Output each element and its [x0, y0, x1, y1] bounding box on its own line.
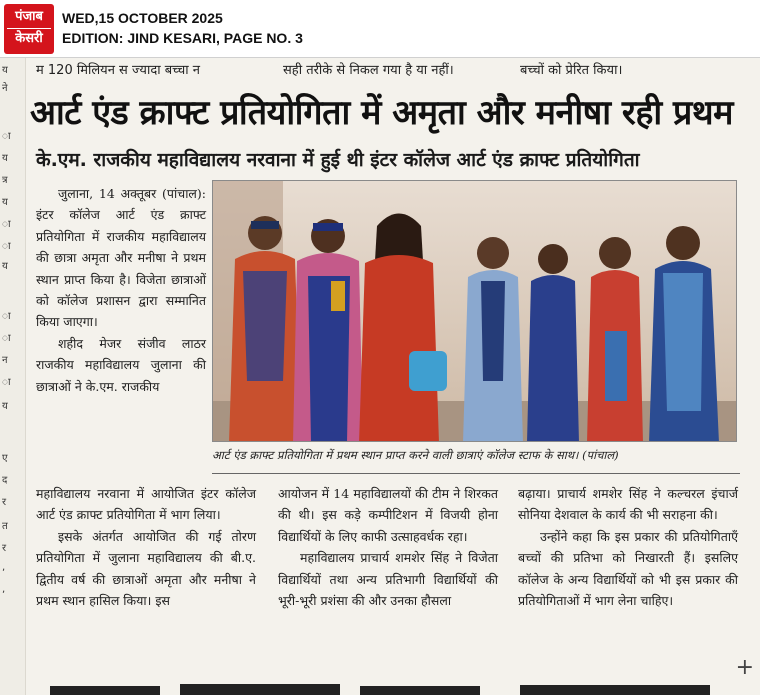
article-paragraph: आयोजन में 14 महाविद्यालयों की टीम ने शिरकत की थी। इस कड़े कम्पीटिशन में विजयी होना विद्यार्थियों के लिए काफी उत्साहवर्धक रहा।	[278, 486, 498, 544]
logo-line2: केसरी	[7, 28, 51, 49]
next-article-cutoff	[30, 680, 730, 695]
article-column-1-bottom	[36, 483, 256, 611]
punjab-kesari-logo	[4, 4, 54, 54]
logo-line1: पंजाब	[15, 9, 43, 24]
article-paragraph: शहीद मेजर संजीव लाठर राजकीय महाविद्यालय जुलाना की छात्राओं ने के.एम. राजकीय	[36, 335, 206, 394]
edition-header	[0, 0, 760, 58]
group-photo	[212, 180, 737, 442]
cutoff-headline-strokes	[30, 680, 730, 695]
prev-article-line-a: म 120 मिलियन स ज्यादा बच्चा न	[36, 63, 201, 78]
photo-caption: आर्ट एंड क्राफ्ट प्रतियोगिता में प्रथम स्थान प्राप्त करने वाली छात्राएं कॉलेज स्टाफ के साथ। (पांचाल)	[212, 448, 619, 462]
plus-icon[interactable]: +	[735, 655, 754, 680]
article-headline: आर्ट एंड क्राफ्ट प्रतियोगिता में अमृता और मनीषा रही प्रथम	[30, 93, 733, 133]
left-cut-column: य ने ा य त्र य ा ा य ा ा न ा य ए द र त र , ,	[0, 58, 26, 695]
article-column-2	[278, 483, 498, 611]
prev-article-line-c: बच्चों को प्रेरित किया।	[520, 63, 623, 78]
prev-article-line-b: सही तरीके से निकल गया है या नहीं।	[283, 63, 454, 78]
edition-date: WED,15 OCTOBER 2025	[62, 10, 223, 26]
article-paragraph: बढ़ाया। प्राचार्य शमशेर सिंह ने कल्चरल इंचार्ज सोनिया देशवाल के कार्य की भी सराहना की।	[518, 486, 738, 523]
caption-divider	[212, 473, 740, 474]
group-photo-illustration	[213, 181, 737, 442]
article-paragraph: उन्होंने कहा कि इस प्रकार की प्रतियोगिताएँ बच्चों की प्रतिभा को निखारती हैं। इसलिए कॉलेज के अन्य विद्यार्थियों को भी इस प्रकार की प्रतियोगिताओं में भाग लेना चाहिए।	[518, 528, 738, 609]
article-column-1-top	[36, 183, 206, 397]
article-paragraph: महाविद्यालय प्राचार्य शमशेर सिंह ने विजेता विद्यार्थियों तथा अन्य प्रतिभागी विद्यार्थियों की भूरी-भूरी प्रशंसा की और उनका हौसला	[278, 550, 498, 609]
article-subheadline: के.एम. राजकीय महाविद्यालय नरवाना में हुई थी इंटर कॉलेज आर्ट एंड क्राफ्ट प्रतियोगिता	[36, 149, 640, 171]
article-column-3	[518, 483, 738, 611]
article-paragraph: इसके अंतर्गत आयोजित की गई तोरण प्रतियोगिता में जुलाना महाविद्यालय की बी.ए. द्वितीय वर्ष की छात्राओं अमृता और मनीषा ने प्रथम स्थान हासिल किया। इस	[36, 528, 256, 609]
edition-meta	[62, 8, 303, 48]
edition-name: EDITION: JIND KESARI, PAGE NO. 3	[62, 30, 303, 46]
article-paragraph: जुलाना, 14 अक्तूबर (पांचाल): इंटर कॉलेज आर्ट एंड क्राफ्ट प्रतियोगिता में राजकीय महाविद्यालय की छात्रा अमृता और मनीषा ने प्रथम स्थान प्राप्त किया है। विजेता छात्राओं को कॉलेज प्रशासन द्वारा सम्मानित किया जाएगा।	[36, 186, 206, 330]
article-paragraph: महाविद्यालय नरवाना में आयोजित इंटर कॉलेज आर्ट एंड क्राफ्ट प्रतियोगिता में भाग लिया।	[36, 486, 256, 523]
